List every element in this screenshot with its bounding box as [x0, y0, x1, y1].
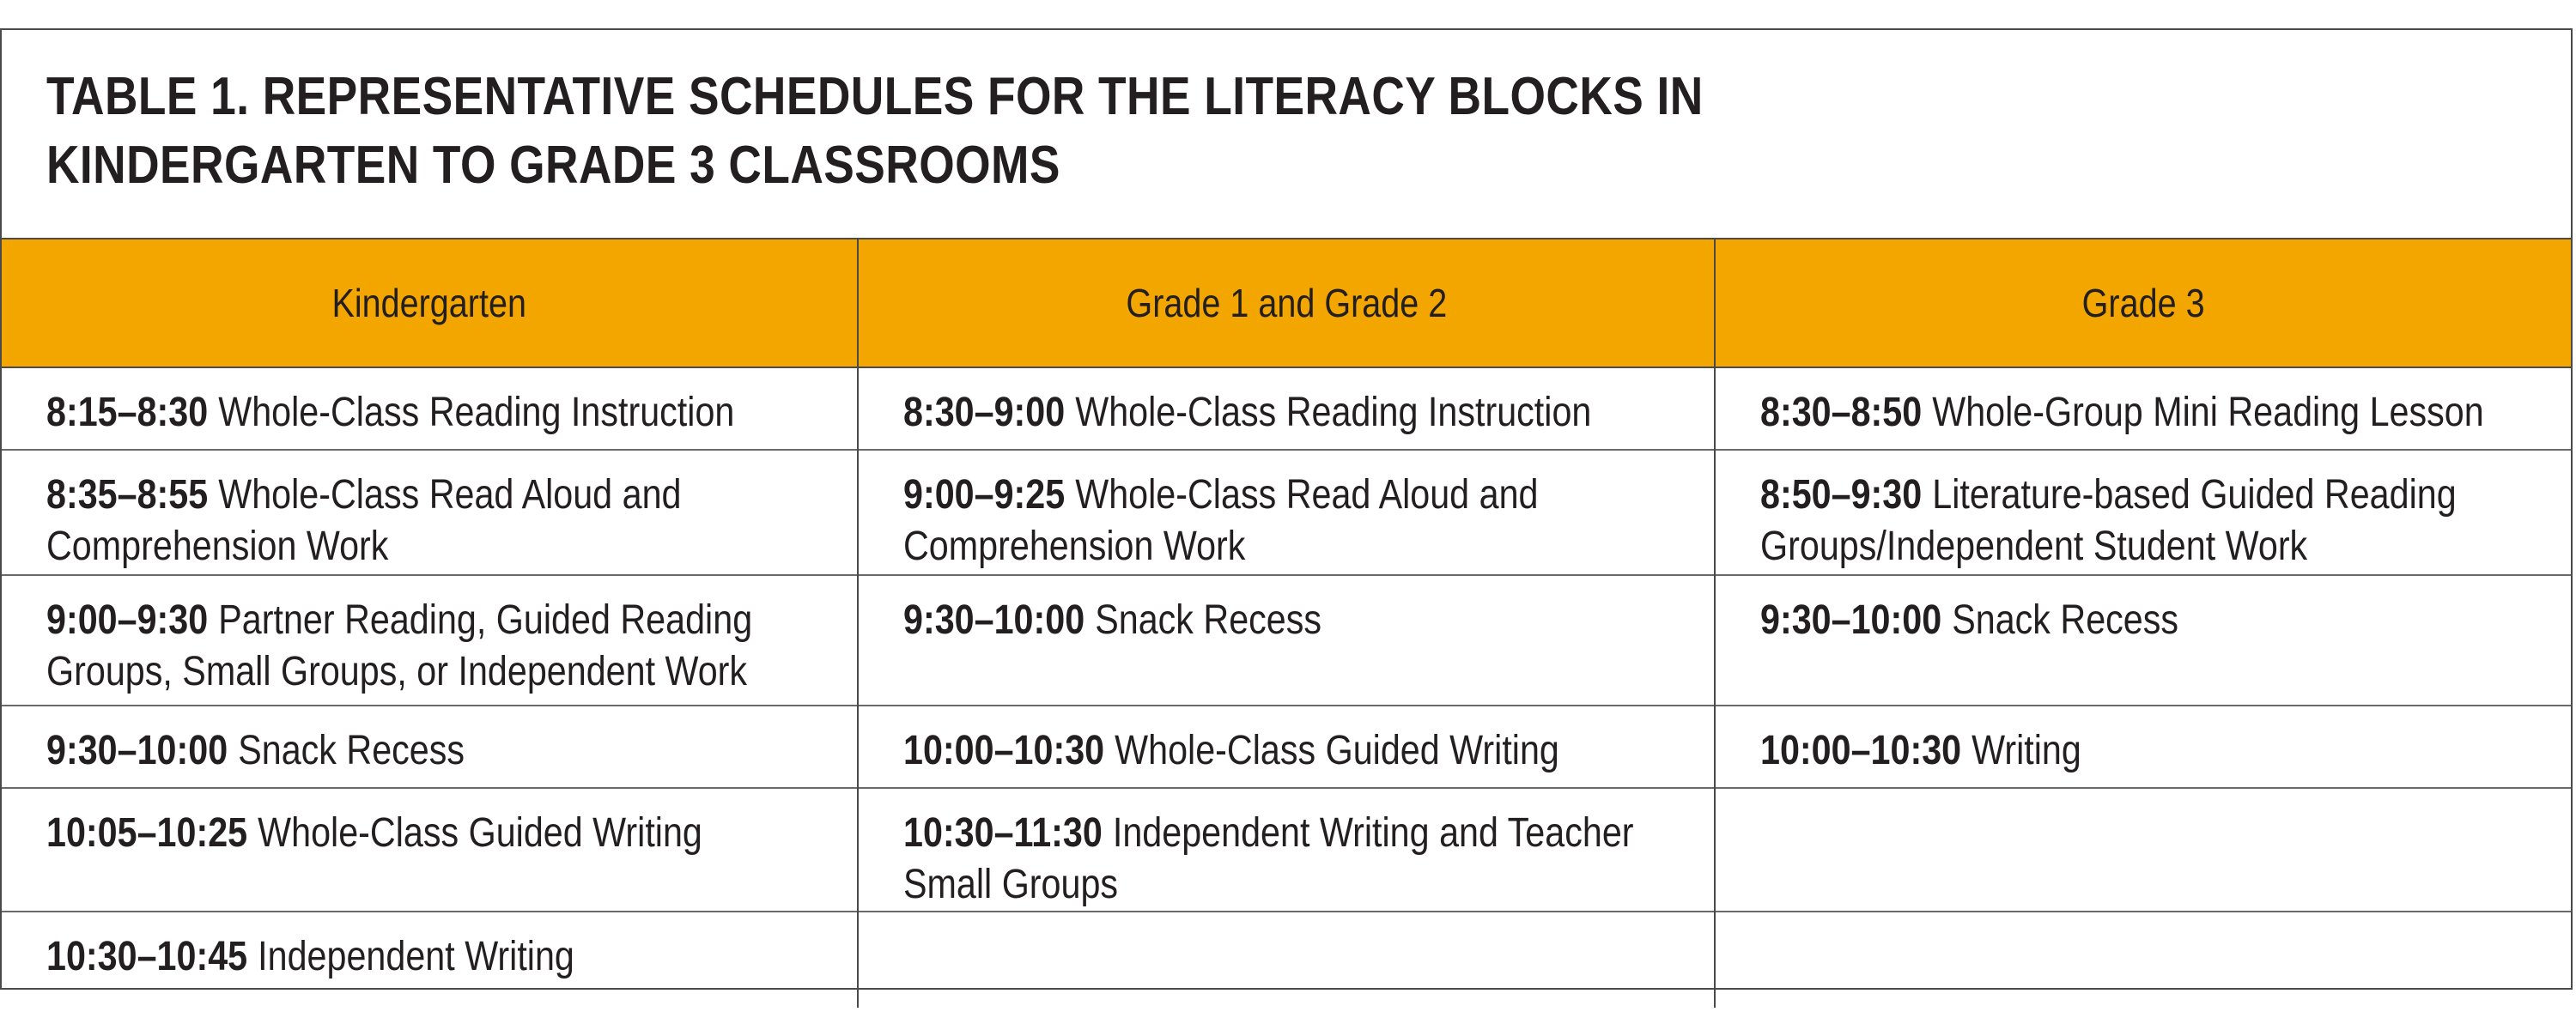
schedule-table-frame: [0, 28, 2573, 990]
activity: Independent Writing and Teacher Small Groups: [903, 810, 1634, 907]
column-header-label: Grade 3: [2081, 281, 2205, 325]
schedule-cell: [858, 450, 1714, 575]
schedule-cell: [2, 788, 858, 912]
time-range: 9:00–9:25: [903, 472, 1066, 518]
table-row: [2, 450, 2571, 575]
activity: Literature-based Guided Reading Groups/Independent Student Work: [1759, 472, 2457, 569]
table-title: [2, 30, 2571, 239]
time-range: 10:05–10:25: [46, 810, 248, 856]
schedule-cell: [2, 575, 858, 706]
activity: Whole-Class Read Aloud and Comprehension Work: [46, 472, 682, 569]
schedule-cell: [1715, 367, 2571, 450]
time-range: 9:30–10:00: [903, 597, 1085, 643]
schedule-cell: [2, 706, 858, 788]
table-title-line-2: KINDERGARTEN TO GRADE 3 CLASSROOMS: [46, 136, 1060, 195]
schedule-cell: [858, 575, 1714, 706]
time-range: 9:00–9:30: [46, 597, 209, 643]
schedule-cell-empty: [1715, 788, 2571, 912]
schedule-cell-empty: [858, 912, 1714, 1008]
schedule-cell: [2, 912, 858, 1008]
time-range: 10:30–11:30: [903, 810, 1103, 856]
activity: Writing: [1971, 728, 2081, 773]
schedule-cell: [1715, 706, 2571, 788]
column-header-grade-3: [1715, 239, 2571, 367]
activity: Snack Recess: [238, 728, 465, 773]
activity: Whole-Class Guided Writing: [258, 810, 702, 856]
schedule-table: [2, 239, 2571, 1008]
activity: Partner Reading, Guided Reading Groups, Small Groups, or Independent Work: [46, 597, 753, 694]
schedule-cell: [858, 788, 1714, 912]
schedule-cell: [2, 450, 858, 575]
time-range: 8:35–8:55: [46, 472, 209, 518]
activity: Whole-Class Reading Instruction: [218, 390, 735, 435]
column-header-kindergarten: [2, 239, 858, 367]
time-range: 8:30–9:00: [903, 390, 1066, 435]
time-range: 10:00–10:30: [1759, 728, 1961, 773]
time-range: 9:30–10:00: [46, 728, 228, 773]
table-row: [2, 575, 2571, 706]
column-header-label: Grade 1 and Grade 2: [1126, 281, 1447, 325]
activity: Snack Recess: [1951, 597, 2178, 643]
schedule-cell: [2, 367, 858, 450]
table-title-line-1: TABLE 1. REPRESENTATIVE SCHEDULES FOR THE LITERACY BLOCKS IN: [46, 67, 1704, 126]
table-row: [2, 367, 2571, 450]
activity: Whole-Class Guided Writing: [1115, 728, 1560, 773]
schedule-cell-empty: [1715, 912, 2571, 1008]
time-range: 9:30–10:00: [1759, 597, 1941, 643]
activity: Whole-Class Read Aloud and Comprehension Work: [903, 472, 1539, 569]
activity: Whole-Class Reading Instruction: [1075, 390, 1592, 435]
table-row: [2, 706, 2571, 788]
schedule-cell: [1715, 575, 2571, 706]
time-range: 8:15–8:30: [46, 390, 209, 435]
activity: Independent Writing: [258, 934, 574, 979]
activity: Snack Recess: [1095, 597, 1322, 643]
schedule-cell: [1715, 450, 2571, 575]
time-range: 10:00–10:30: [903, 728, 1105, 773]
table-row: [2, 912, 2571, 1008]
header-row: [2, 239, 2571, 367]
table-row: [2, 788, 2571, 912]
column-header-label: Kindergarten: [331, 281, 527, 325]
activity: Whole-Group Mini Reading Lesson: [1931, 390, 2484, 435]
column-header-grade-1-2: [858, 239, 1714, 367]
schedule-cell: [858, 706, 1714, 788]
schedule-cell: [858, 367, 1714, 450]
time-range: 8:50–9:30: [1759, 472, 1922, 518]
time-range: 10:30–10:45: [46, 934, 248, 979]
time-range: 8:30–8:50: [1759, 390, 1922, 435]
